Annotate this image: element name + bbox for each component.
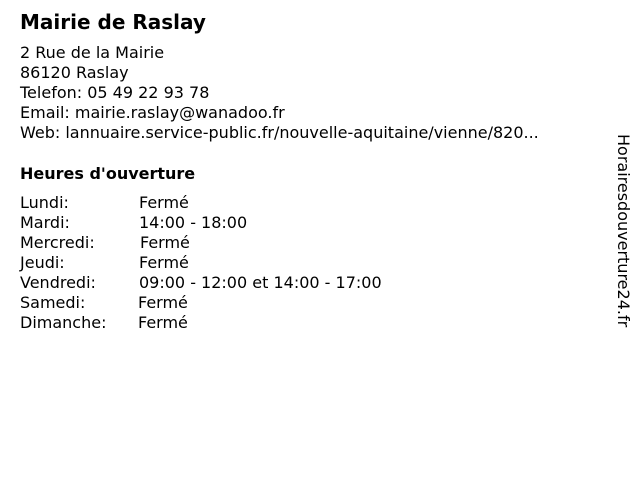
day-label: Vendredi: [20, 273, 96, 292]
day-label: Mardi: [20, 213, 70, 232]
phone-line: Telefon: 05 49 22 93 78 [20, 83, 210, 102]
web-line: Web: lannuaire.service-public.fr/nouvelle-aquitaine/vienne/820... [20, 123, 539, 142]
day-hours: Fermé [140, 233, 190, 252]
day-hours: Fermé [138, 313, 188, 332]
address-street: 2 Rue de la Mairie [20, 43, 165, 62]
day-label: Samedi: [20, 293, 86, 312]
day-label: Mercredi: [20, 233, 95, 252]
day-hours: Fermé [139, 253, 189, 272]
day-label: Lundi: [20, 193, 69, 212]
day-label: Jeudi: [20, 253, 65, 272]
address-city: 86120 Raslay [20, 63, 129, 82]
day-hours: 14:00 - 18:00 [139, 213, 248, 232]
day-hours: 09:00 - 12:00 et 14:00 - 17:00 [139, 273, 382, 292]
hours-heading: Heures d'ouverture [20, 164, 196, 183]
page-title: Mairie de Raslay [20, 10, 206, 34]
day-hours: Fermé [138, 293, 188, 312]
site-brand-vertical: Horairesdouverture24.fr [614, 134, 633, 328]
day-label: Dimanche: [20, 313, 107, 332]
day-hours: Fermé [139, 193, 189, 212]
email-line: Email: mairie.raslay@wanadoo.fr [20, 103, 285, 122]
contact-info [20, 43, 539, 143]
